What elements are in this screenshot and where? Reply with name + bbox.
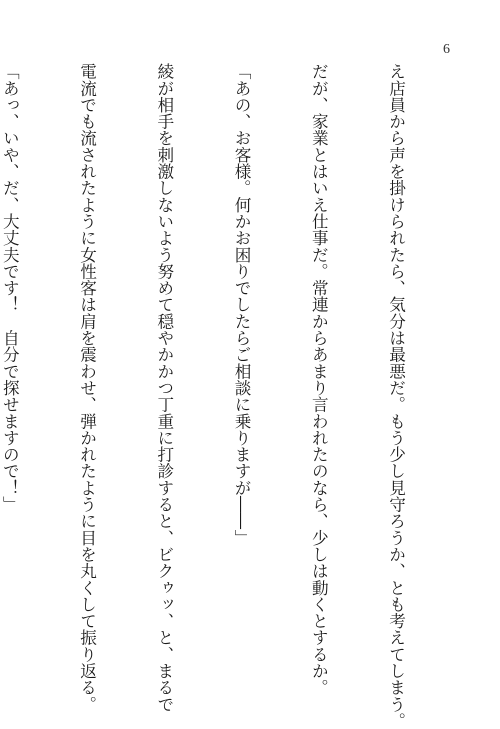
text-line: 電流でも流されたように女性客は肩を震わせ、弾かれたように目を丸くして振り返る。 (77, 63, 97, 713)
text-line: 綾が相手を刺激しないよう努めて穏やかかつ丁重に打診すると、ビクゥッ、と、まるで (154, 63, 174, 713)
text-line: 「あっ、いや、だ、大丈夫です！ 自分で探せますので！」 (0, 63, 20, 513)
text-line: だが、家業とはいえ仕事だ。常連からあまり言われたのなら、少しは動くとするか。 (309, 63, 329, 696)
page-number: 6 (443, 42, 450, 57)
text-line: 「あの、お客様。何かお困りでしたらご相談に乗りますが――」 (232, 63, 251, 546)
novel-text-body (0, 63, 460, 729)
text-line: え店員から声を掛けられたら、気分は最悪だ。もう少し見守ろうか、とも考えてしまう。 (386, 63, 406, 729)
